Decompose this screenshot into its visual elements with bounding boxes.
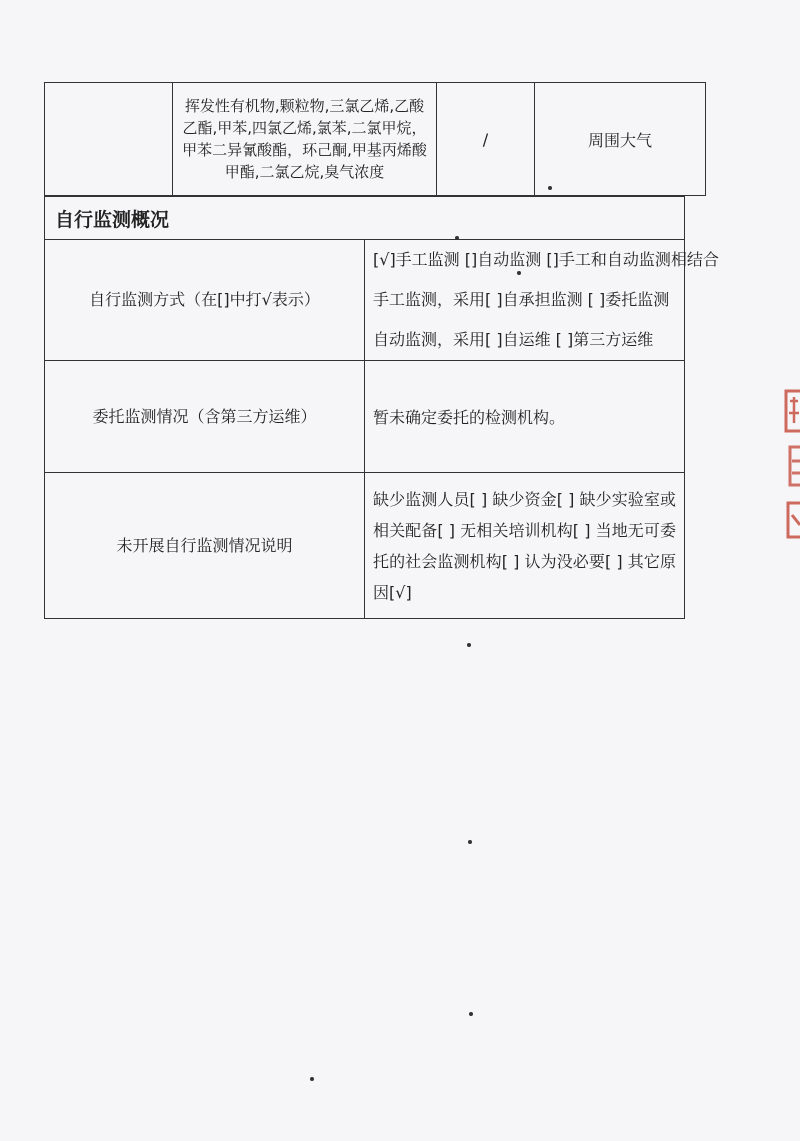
scan-speck	[469, 1012, 473, 1016]
empty-cell	[45, 83, 173, 196]
monitoring-method-label: 自行监测方式（在[]中打√表示）	[45, 240, 365, 361]
pollutant-row	[45, 83, 706, 196]
scan-speck	[455, 236, 459, 240]
section-title: 自行监测概况	[45, 197, 685, 240]
standard-cell: /	[437, 83, 535, 196]
pollutant-list: 挥发性有机物,颗粒物,三氯乙烯,乙酸乙酯,甲苯,四氯乙烯,氯苯,二氯甲烷，甲苯二异氰酸酯，环己酮,甲基丙烯酸甲酯,二氯乙烷,臭气浓度	[173, 83, 437, 196]
method-line-1: [√]手工监测 []自动监测 []手工和自动监测相结合	[373, 250, 719, 269]
entrusted-value: 暂未确定委托的检测机构。	[365, 361, 685, 473]
not-conducted-label: 未开展自行监测情况说明	[45, 473, 365, 619]
section-header-row	[45, 197, 685, 240]
scan-speck	[467, 643, 471, 647]
monitoring-method-row	[45, 240, 685, 361]
entrusted-monitoring-row	[45, 361, 685, 473]
scan-speck	[548, 186, 552, 190]
method-line-3: 自动监测，采用[ ]自运维 [ ]第三方运维	[373, 330, 654, 349]
monitoring-method-content	[365, 240, 719, 361]
not-conducted-value: 缺少监测人员[ ] 缺少资金[ ] 缺少实验室或相关配备[ ] 无相关培训机构[ ] 当地无可委托的社会监测机构[ ] 认为没必要[ ] 其它原因[√]	[365, 473, 685, 619]
red-seal-fragment	[780, 385, 800, 545]
scan-speck	[468, 840, 472, 844]
self-monitoring-table	[44, 196, 719, 619]
not-conducted-row	[45, 473, 685, 619]
location-cell: 周围大气	[535, 83, 706, 196]
entrusted-label: 委托监测情况（含第三方运维）	[45, 361, 365, 473]
pollutant-table-continuation	[44, 82, 706, 196]
scan-speck	[310, 1077, 314, 1081]
scan-speck	[517, 271, 521, 275]
method-line-2: 手工监测，采用[ ]自承担监测 [ ]委托监测	[373, 290, 670, 309]
